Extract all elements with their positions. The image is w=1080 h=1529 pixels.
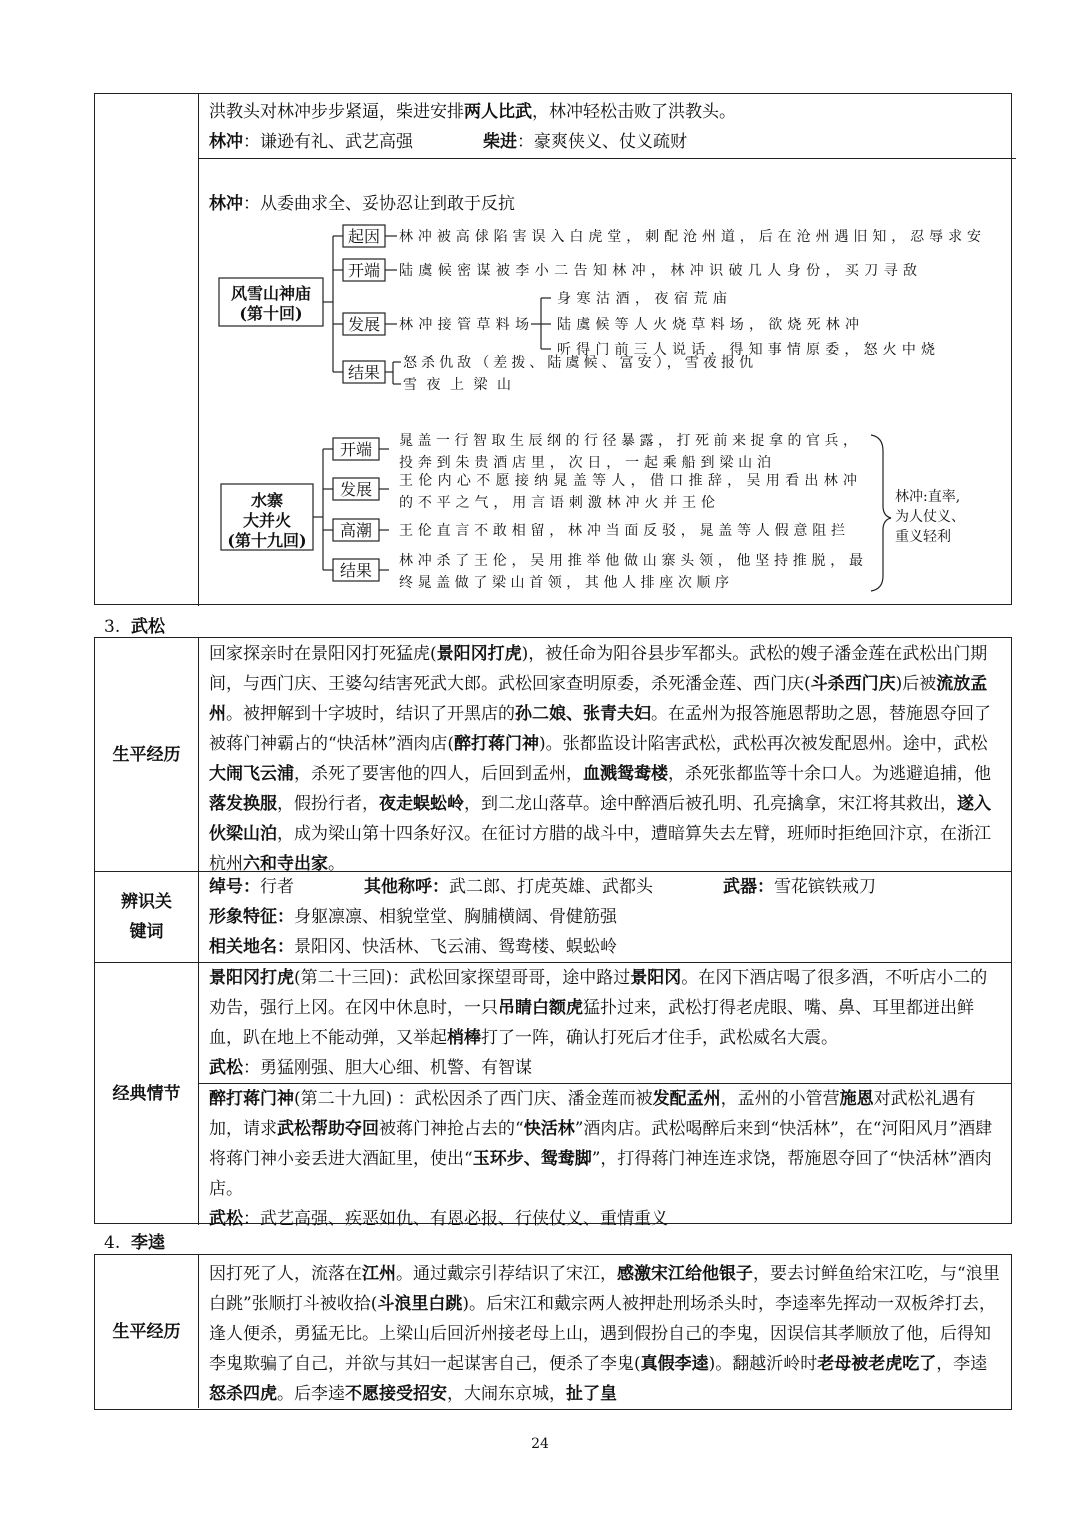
stage-start: 开端 xyxy=(347,261,381,280)
emphasis-text: 吊睛白额虎 xyxy=(498,998,583,1018)
plot-tiger xyxy=(209,963,1002,1053)
section-heading-wusong: 3. 武松 xyxy=(104,617,166,637)
linchong-table xyxy=(94,93,1012,605)
d2-start-l2: 投奔到朱贵酒店里，次日，一起乘船到梁山泊 xyxy=(399,455,771,471)
page-number: 24 xyxy=(531,1436,549,1452)
emphasis-text: 六和寺出家 xyxy=(243,854,328,874)
d2-note-2: 为人仗义、 xyxy=(895,509,965,525)
intro-text: 洪教头对林冲步步紧逼，柴进安排两人比武，林冲轻松击败了洪教头。 xyxy=(209,102,736,122)
body-text: 。在孟州为报答施恩帮助之恩，替施恩夺回了被蒋门神霸占的“快活林”酒肉店( xyxy=(209,704,991,754)
body-text: )。后宋江和戴宗两人被押赴刑场杀头时，李逵率先挥动一双板斧打去，逢人便杀，勇猛无比。上梁山后回沂州接老母上山，遇到假扮自己的李鬼，因误信其孝顺放了他，后得知李鬼欺骗了自己，并欲与其妇一起谋害自己，便杀了李鬼( xyxy=(209,1294,996,1374)
life-label: 生平经历 xyxy=(95,638,199,871)
growth-line: 林冲：从委曲求全、妥协忍让到敢于反抗 xyxy=(209,194,515,214)
emphasis-text: 怒杀四虎 xyxy=(209,1384,277,1404)
emphasis-text: 落发换服 xyxy=(209,794,277,814)
emphasis-text: 发配孟州 xyxy=(652,1089,721,1109)
d2-climax: 王伦直言不敢相留，林冲当面反驳，晁盖等人假意阻拦 xyxy=(399,523,845,539)
body-text: ”，打得蒋门神连连求饶，帮施恩夺回了“快活林”酒肉店。 xyxy=(209,1149,992,1199)
emphasis-text: 武松帮助夺回 xyxy=(277,1119,379,1139)
emphasis-text: 流放孟州 xyxy=(209,674,988,724)
plot-label: 经典情节 xyxy=(95,963,199,1225)
develop-item-1: 身寒沽酒，夜宿荒庙 xyxy=(557,291,727,307)
d2-develop-l2: 的不平之气，用言语刺激林冲火并王伦 xyxy=(399,495,715,511)
body-text: ”酒肉店。武松喝醉后来到“快活林”，在“河阳风月”酒肆将蒋门神小妾丢进大酒缸里，使出“ xyxy=(209,1119,993,1169)
body-text: 。通过戴宗引荐结识了宋江， xyxy=(396,1264,617,1284)
body-text: 。后李逵 xyxy=(277,1384,345,1404)
plot-diagrams xyxy=(207,221,1007,593)
d2-result-l2: 终晁盖做了梁山首领，其他人排座次顺序 xyxy=(399,575,729,591)
emphasis-text: 斗杀西门庆 xyxy=(810,674,896,694)
stage-develop: 发展 xyxy=(347,315,381,334)
emphasis-text: 景阳冈 xyxy=(630,968,682,988)
likui-life-text xyxy=(199,1255,1011,1408)
d2-result-l1: 林冲杀了王伦，吴用推举他做山寨头领，他坚持推脱，最 xyxy=(399,553,863,569)
likui-life-label: 生平经历 xyxy=(95,1255,199,1408)
keyword-label: 辨识关 键词 xyxy=(95,872,199,962)
diagram1-title-1: 风雪山神庙 xyxy=(230,284,312,303)
likui-table xyxy=(94,1254,1012,1410)
d2-note-3: 重义轻利 xyxy=(895,529,951,545)
body-text: (第二十三回)： xyxy=(294,968,410,988)
keyword-line-2: 形象特征：身躯凛凛、相貌堂堂、胸脯横阔、骨健筋强 xyxy=(209,907,617,927)
d2-develop-l1: 王伦内心不愿接纳晁盖等人，借口推辞，吴用看出林冲 xyxy=(399,473,858,489)
body-text: 。被押解到十字坡时，结识了开黑店的 xyxy=(226,704,515,724)
emphasis-text: 孙二娘、张青夫妇 xyxy=(515,704,651,724)
trait-line: 林冲：谦逊有礼、武艺高强 柴进：豪爽侠义、仗义疏财 xyxy=(209,132,687,152)
emphasis-text: 江州 xyxy=(362,1264,396,1284)
wusong-table xyxy=(94,637,1012,1229)
body-text: 武松因杀了西门庆、潘金莲而被 xyxy=(414,1089,653,1109)
stage-result: 结果 xyxy=(347,363,381,382)
develop-item-2: 陆虞候等人火烧草料场，欲烧死林冲 xyxy=(557,317,859,333)
emphasis-text: 快活林 xyxy=(523,1119,575,1139)
body-text: ，孟州的小管营 xyxy=(720,1089,840,1109)
body-text: ，假扮行者， xyxy=(277,794,379,814)
linchong-label-cell xyxy=(95,94,199,606)
emphasis-text: 景阳冈打虎 xyxy=(209,968,294,988)
emphasis-text: 醉打蒋门神 xyxy=(454,734,540,754)
emphasis-text: 斗浪里白跳 xyxy=(377,1294,463,1314)
emphasis-text: 夜走蜈蚣岭 xyxy=(379,794,464,814)
body-text: 。在冈下酒店喝了很多酒，不听店小二的劝告，强行上冈。在冈中休息时，一只 xyxy=(209,968,988,1018)
body-text: 打了一阵，确认打死后才住手，武松威名大震。 xyxy=(481,1028,838,1048)
d2-stage-result: 结果 xyxy=(339,561,373,580)
emphasis-text: 梢棒 xyxy=(447,1028,481,1048)
body-text: 。 xyxy=(328,854,345,874)
emphasis-text: 大闹飞云浦 xyxy=(209,764,294,784)
diagram2-title-1: 水寨 xyxy=(250,491,284,510)
body-text: ，到二龙山落草。途中醉酒后被孔明、孔亮擒拿，宋江将其救出， xyxy=(464,794,957,814)
emphasis-text: 不愿接受招安 xyxy=(345,1384,447,1404)
body-text: 被蒋门神抢占去的“ xyxy=(379,1119,524,1139)
develop-item-3: 听得门前三人说话，得知事情原委，怒火中烧 xyxy=(557,342,935,358)
keyword-line-3: 相关地名：景阳冈、快活林、飞云浦、鸳鸯楼、蜈蚣岭 xyxy=(209,937,617,957)
body-text: )，被任命为阳谷县步军都头。武松的嫂子潘金莲在武松出门期间，与西门庆、王婆勾结害死武大郎。武松回家查明原委，杀死潘金莲、西门庆( xyxy=(209,644,988,694)
body-text: 回家探亲时在景阳冈打死猛虎( xyxy=(209,644,437,664)
d2-stage-start: 开端 xyxy=(339,440,373,459)
d2-note-1: 林冲:直率, xyxy=(895,489,961,505)
start-text: 陆虞候密谋被李小二告知林冲，林冲识破几人身份，买刀寻敌 xyxy=(399,263,917,279)
body-text: ，要去讨鲜鱼给宋江吃，与“浪里白跳”张顺打斗被收拾( xyxy=(209,1264,1000,1314)
emphasis-text: 真假李逵 xyxy=(640,1354,709,1374)
emphasis-text: 感激宋江给他银子 xyxy=(617,1264,753,1284)
emphasis-text: 血溅鸳鸯楼 xyxy=(583,764,668,784)
emphasis-text: 景阳冈打虎 xyxy=(436,644,522,664)
plot-jiang-trait: 武松：武艺高强、疾恶如仇、有恩必报、行侠仗义、重情重义 xyxy=(209,1209,668,1229)
emphasis-text: 玉环步、鸳鸯脚 xyxy=(472,1149,592,1169)
body-text: 对武松礼遇有加，请求 xyxy=(209,1089,976,1139)
emphasis-text: 遂入伙梁山泊 xyxy=(209,794,991,844)
body-text: 武松回家探望哥哥，途中路过 xyxy=(409,968,631,988)
d2-stage-develop: 发展 xyxy=(339,480,373,499)
diagram2-title-2: 大并火 xyxy=(242,511,292,530)
body-text: (第二十九回) ： xyxy=(294,1089,415,1109)
body-text: ，杀死张都监等十余口人。为逃避追捕，他 xyxy=(668,764,991,784)
emphasis-text: 扯了皇 xyxy=(566,1384,617,1404)
body-text: 因打死了人，流落在 xyxy=(209,1264,362,1284)
develop-text: 林冲接管草料场 xyxy=(399,317,529,333)
diagram1-title-2: (第十回) xyxy=(239,304,303,323)
body-text: )后被 xyxy=(895,674,937,694)
d2-stage-climax: 高潮 xyxy=(339,521,373,540)
keyword-line-1: 绰号：行者 其他称呼：武二郎、打虎英雄、武都头 武器：雪花镔铁戒刀 xyxy=(209,877,876,897)
body-text: ，杀死了要害他的四人，后回到孟州， xyxy=(294,764,583,784)
emphasis-text: 施恩 xyxy=(839,1089,874,1109)
result-item-1: 怒杀仇敌（差拨、陆虞候、富安），雪夜报仇 xyxy=(403,355,753,371)
body-text: ，李逵 xyxy=(936,1354,988,1374)
body-text: )。张都监设计陷害武松，武松再次被发配恩州。途中，武松 xyxy=(539,734,988,754)
emphasis-text: 老母被老虎吃了 xyxy=(817,1354,937,1374)
body-text: ，大闹东京城， xyxy=(447,1384,566,1404)
section-heading-likui: 4. 李逵 xyxy=(104,1233,166,1253)
diagram2-title-3: (第十九回) xyxy=(227,531,307,550)
wusong-life-text xyxy=(199,638,1011,874)
body-text: 猛扑过来，武松打得老虎眼、嘴、鼻、耳里都迸出鲜血，趴在地上不能动弹，又举起 xyxy=(209,998,974,1048)
plot-tiger-trait: 武松：勇猛刚强、胆大心细、机警、有智谋 xyxy=(209,1058,532,1078)
d2-start-l1: 晁盖一行智取生辰纲的行径暴露，打死前来捉拿的官兵， xyxy=(399,433,857,449)
emphasis-text: 醉打蒋门神 xyxy=(209,1089,294,1109)
cause-text: 林冲被高俅陷害误入白虎堂，刺配沧州道，后在沧州遇旧知，忍辱求安 xyxy=(399,229,981,245)
body-text: )。翻越沂岭时 xyxy=(708,1354,818,1374)
result-item-2: 雪夜上梁山 xyxy=(403,377,511,393)
body-text: ，成为梁山第十四条好汉。在征讨方腊的战斗中，遭暗算失去左臂，班师时拒绝回汴京，在浙江杭州 xyxy=(209,824,991,874)
stage-cause: 起因 xyxy=(347,227,381,246)
plot-jiang xyxy=(209,1084,1002,1204)
